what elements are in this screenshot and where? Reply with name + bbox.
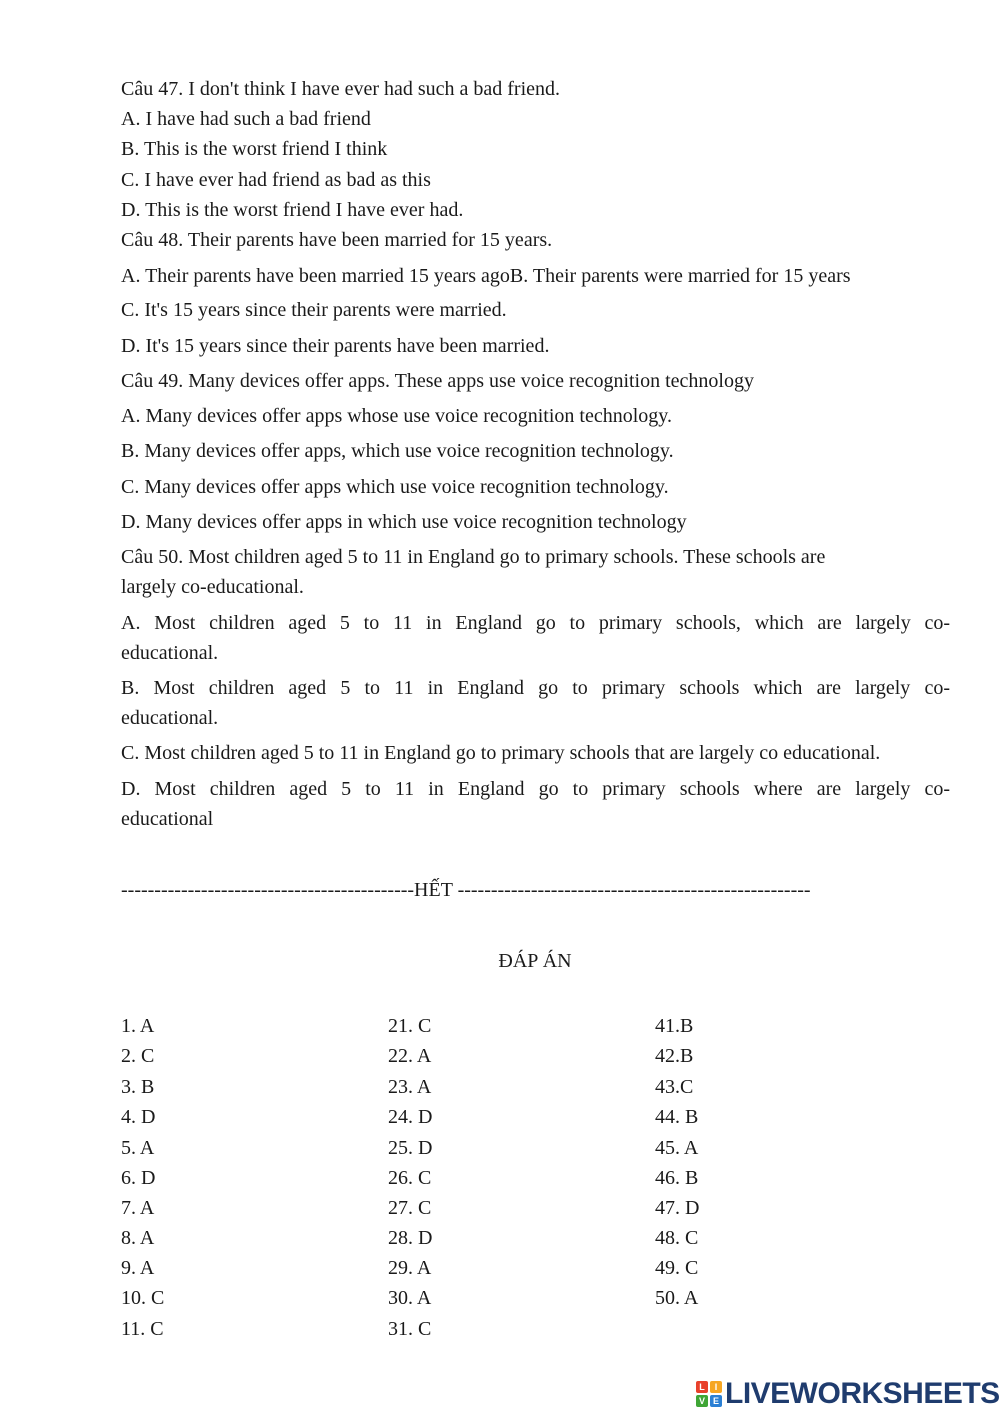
question-47-option-a: A. I have had such a bad friend xyxy=(121,108,371,130)
logo-mark-cell: E xyxy=(710,1395,722,1407)
question-49-stem: Câu 49. Many devices offer apps. These apps use voice recognition technology xyxy=(121,370,754,392)
question-50-option-d-line-1: D. Most children aged 5 to 11 in England go to primary schools where are largely co- xyxy=(121,778,950,800)
liveworksheets-logo-text: LIVEWORKSHEETS xyxy=(725,1377,1000,1410)
question-48-stem: Câu 48. Their parents have been married for 15 years. xyxy=(121,229,553,251)
answer-item: 30. A xyxy=(388,1287,432,1309)
question-50-option-d xyxy=(121,777,950,837)
logo-mark-cell: L xyxy=(696,1381,708,1393)
answer-item: 31. C xyxy=(388,1318,432,1340)
question-50-option-b-line-1: B. Most children aged 5 to 11 in England go to primary schools which are largely co- xyxy=(121,677,950,699)
question-50-option-a-line-2: educational. xyxy=(121,642,219,664)
answer-item: 50. A xyxy=(655,1287,699,1309)
logo-mark-cell: I xyxy=(710,1381,722,1393)
answer-item: 48. C xyxy=(655,1227,699,1249)
answer-item: 10. C xyxy=(121,1287,165,1309)
question-50-option-d-line-2: educational xyxy=(121,808,214,830)
question-47-option-b: B. This is the worst friend I think xyxy=(121,138,388,160)
question-47-option-c: C. I have ever had friend as bad as this xyxy=(121,169,431,191)
answer-item: 23. A xyxy=(388,1076,432,1098)
answer-item: 3. B xyxy=(121,1076,155,1098)
logo-mark-cell: V xyxy=(696,1395,708,1407)
question-49-option-a: A. Many devices offer apps whose use voice recognition technology. xyxy=(121,405,672,427)
answer-item: 6. D xyxy=(121,1167,156,1189)
question-49-option-c: C. Many devices offer apps which use voice recognition technology. xyxy=(121,476,669,498)
answer-item: 5. A xyxy=(121,1137,155,1159)
answer-item: 8. A xyxy=(121,1227,155,1249)
answer-item: 49. C xyxy=(655,1257,699,1279)
answer-item: 41.B xyxy=(655,1015,694,1037)
answer-key-title: ĐÁP ÁN xyxy=(498,950,572,972)
answer-item: 21. C xyxy=(388,1015,432,1037)
answer-item: 24. D xyxy=(388,1106,433,1128)
end-separator: --------------------------------------------HẾT ----------------------------------------------------- xyxy=(121,879,811,901)
answer-item: 45. A xyxy=(655,1137,699,1159)
answer-item: 11. C xyxy=(121,1318,164,1340)
liveworksheets-logo xyxy=(696,1377,1000,1411)
answer-item: 26. C xyxy=(388,1167,432,1189)
question-48-option-ab: A. Their parents have been married 15 years agoB. Their parents were married for 15 years xyxy=(121,265,851,287)
answer-item: 43.C xyxy=(655,1076,694,1098)
question-49-option-d: D. Many devices offer apps in which use voice recognition technology xyxy=(121,511,687,533)
question-50-stem-line-2: largely co-educational. xyxy=(121,576,304,598)
question-50-option-a-line-1: A. Most children aged 5 to 11 in England go to primary schools, which are largely co- xyxy=(121,612,950,634)
answer-item: 47. D xyxy=(655,1197,700,1219)
answer-item: 46. B xyxy=(655,1167,699,1189)
question-50-option-a xyxy=(121,611,950,671)
liveworksheets-mark-icon xyxy=(696,1381,722,1407)
question-50-option-b xyxy=(121,676,950,736)
answer-item: 4. D xyxy=(121,1106,156,1128)
answer-item: 9. A xyxy=(121,1257,155,1279)
question-47-option-d: D. This is the worst friend I have ever had. xyxy=(121,199,464,221)
answer-item: 25. D xyxy=(388,1137,433,1159)
answer-item: 29. A xyxy=(388,1257,432,1279)
question-50-stem-line-1: Câu 50. Most children aged 5 to 11 in England go to primary schools. These schools are xyxy=(121,546,826,568)
question-50-option-c: C. Most children aged 5 to 11 in England go to primary schools that are largely co educational. xyxy=(121,742,881,764)
answer-item: 44. B xyxy=(655,1106,699,1128)
answer-item: 2. C xyxy=(121,1045,155,1067)
question-50-stem xyxy=(121,545,950,605)
question-48-option-d: D. It's 15 years since their parents have been married. xyxy=(121,335,550,357)
question-48-option-c: C. It's 15 years since their parents were married. xyxy=(121,299,507,321)
question-47-stem: Câu 47. I don't think I have ever had such a bad friend. xyxy=(121,78,561,100)
answer-item: 27. C xyxy=(388,1197,432,1219)
answer-item: 28. D xyxy=(388,1227,433,1249)
answer-item: 42.B xyxy=(655,1045,694,1067)
question-49-option-b: B. Many devices offer apps, which use voice recognition technology. xyxy=(121,440,674,462)
question-50-option-b-line-2: educational. xyxy=(121,707,219,729)
answer-item: 7. A xyxy=(121,1197,155,1219)
answer-item: 22. A xyxy=(388,1045,432,1067)
answer-item: 1. A xyxy=(121,1015,155,1037)
